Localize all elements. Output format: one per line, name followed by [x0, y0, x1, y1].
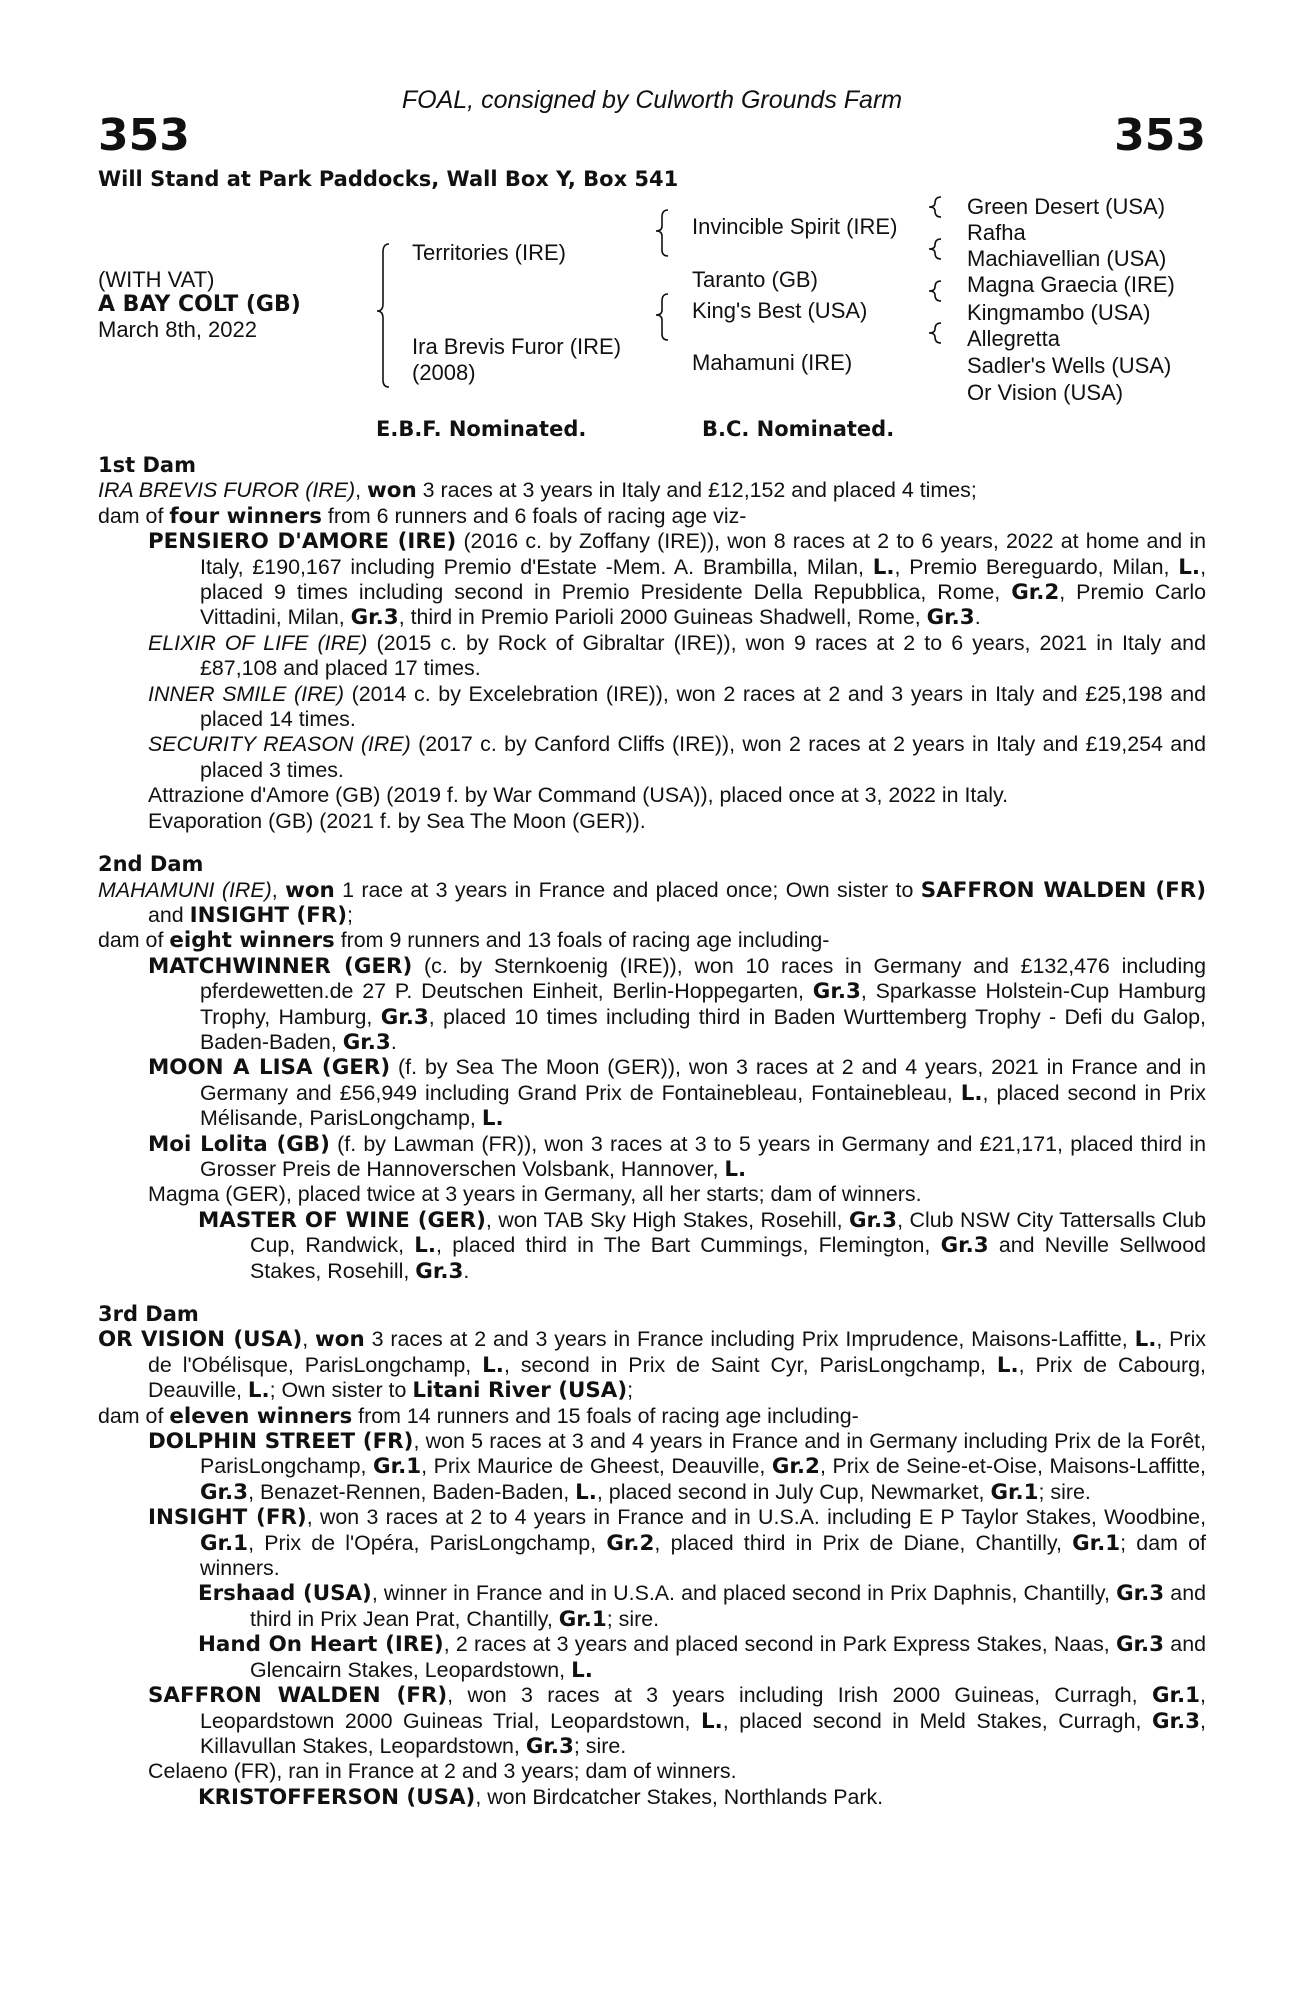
- dam-year: (2008): [412, 360, 476, 385]
- lot-number-right: 353: [1114, 110, 1206, 161]
- produce-master-of-wine: MASTER OF WINE (GER), won TAB Sky High Stakes, Rosehill, Gr.3, Club NSW City Tattersalls Club Cup, Randwick, L., placed third in The Bart Cummings, Flemington, Gr.3 and Neville Sellwood Stakes, Rosehill, Gr.3.: [198, 1207, 1206, 1284]
- vat-note: (WITH VAT): [98, 267, 215, 292]
- produce-elixir-of-life: ELIXIR OF LIFE (IRE) (2015 c. by Rock of Gibraltar (IRE)), won 9 races at 2 to 6 years, 2021 in Italy and £87,108 and placed 17 times.: [148, 630, 1206, 681]
- produce-celaeno: Celaeno (FR), ran in France at 2 and 3 years; dam of winners.: [148, 1759, 737, 1784]
- third-dam-intro: OR VISION (USA), won 3 races at 2 and 3 years in France including Prix Imprudence, Maisons-Laffitte, L., Prix de l'Obélisque, ParisLongchamp, L., second in Prix de Saint Cyr, ParisLongchamp, L., Prix de Cabourg, Deauville, L.; Own sister to Litani River (USA);: [98, 1327, 1207, 1404]
- produce-inner-smile: INNER SMILE (IRE) (2014 c. by Excelebration (IRE)), won 2 races at 2 and 3 years in Italy and £25,198 and placed 14 times.: [148, 681, 1206, 732]
- grandparent-6: Allegretta: [967, 326, 1060, 351]
- produce-ershaad: Ershaad (USA), winner in France and in U.S.A. and placed second in Prix Daphnis, Chantilly, Gr.3 and third in Prix Jean Prat, Chantilly, Gr.1; sire.: [198, 1581, 1206, 1632]
- horse-description: A BAY COLT (GB): [98, 292, 301, 317]
- produce-moon-a-lisa: MOON A LISA (GER) (f. by Sea The Moon (GER)), won 3 races at 2 and 4 years, 2021 in France and in Germany and £56,949 including Grand Prix de Fontainebleau, Fontainebleau, L., placed second in Prix Mélisande, ParisLongchamp, L.: [148, 1055, 1207, 1132]
- produce-hand-on-heart: Hand On Heart (IRE), 2 races at 3 years and placed second in Park Express Stakes, Naas, Gr.3 and Glencairn Stakes, Leopardstown, L.: [198, 1632, 1206, 1683]
- third-dam-produce-summary: dam of eleven winners from 14 runners and 15 foals of racing age including-: [98, 1403, 859, 1429]
- stand-location: Will Stand at Park Paddocks, Wall Box Y, Box 541: [98, 167, 679, 191]
- catalogue-body: [98, 453, 1206, 1810]
- produce-evaporation: Evaporation (GB) (2021 f. by Sea The Moon (GER)).: [148, 808, 646, 833]
- dam-dam: Mahamuni (IRE): [692, 350, 853, 375]
- grandparent-4: Magna Graecia (IRE): [967, 272, 1175, 297]
- second-dam-heading: 2nd Dam: [98, 852, 204, 877]
- first-dam-intro: IRA BREVIS FUROR (IRE), won 3 races at 3 years in Italy and £12,152 and placed 4 times;: [98, 478, 977, 504]
- produce-saffron-walden: SAFFRON WALDEN (FR), won 3 races at 3 years including Irish 2000 Guineas, Curragh, Gr.1, Leopardstown 2000 Guineas Trial, Leopardstown, L., placed second in Meld Stakes, Curragh, Gr.3, Killavullan Stakes, Leopardstown, Gr.3; sire.: [148, 1683, 1206, 1759]
- grandparent-3: Machiavellian (USA): [967, 246, 1167, 271]
- foaling-date: March 8th, 2022: [98, 317, 257, 342]
- grandparent-8: Or Vision (USA): [967, 380, 1124, 405]
- second-dam-produce-summary: dam of eight winners from 9 runners and 13 foals of racing age including-: [98, 928, 830, 954]
- first-dam-heading: 1st Dam: [98, 453, 196, 477]
- produce-moi-lolita: Moi Lolita (GB) (f. by Lawman (FR)), won 3 races at 3 to 5 years in Germany and £21,171, placed third in Grosser Preis de Hannoverschen Volsbank, Hannover, L.: [148, 1131, 1206, 1182]
- grandparent-7: Sadler's Wells (USA): [967, 353, 1172, 378]
- dam-name: Ira Brevis Furor (IRE): [412, 334, 622, 359]
- bc-nominated: B.C. Nominated.: [702, 417, 895, 441]
- ebf-nominated: E.B.F. Nominated.: [376, 417, 587, 441]
- consignor-line: FOAL, consigned by Culworth Grounds Farm: [401, 86, 903, 114]
- lot-number-row: [98, 110, 1206, 162]
- grandparent-2: Rafha: [967, 220, 1026, 245]
- sire-sire: Invincible Spirit (IRE): [692, 214, 898, 239]
- produce-security-reason: SECURITY REASON (IRE) (2017 c. by Canford Cliffs (IRE)), won 2 races at 2 years in Italy and £19,254 and placed 3 times.: [148, 732, 1206, 782]
- grandparent-5: Kingmambo (USA): [967, 300, 1151, 325]
- grandparent-1: Green Desert (USA): [967, 194, 1166, 219]
- sire-name: Territories (IRE): [412, 240, 567, 265]
- first-dam-produce-summary: dam of four winners from 6 runners and 6 foals of racing age viz-: [98, 503, 747, 529]
- catalogue-page: [98, 84, 1206, 1810]
- produce-magma: Magma (GER), placed twice at 3 years in Germany, all her starts; dam of winners.: [148, 1182, 922, 1207]
- dam-sire: King's Best (USA): [692, 298, 868, 323]
- lot-number-left: 353: [98, 110, 190, 161]
- sire-dam: Taranto (GB): [692, 267, 818, 292]
- produce-insight: INSIGHT (FR), won 3 races at 2 to 4 years in France and in U.S.A. including E P Taylor Stakes, Woodbine, Gr.1, Prix de l'Opéra, ParisLongchamp, Gr.2, placed third in Prix de Diane, Chantilly, Gr.1; dam of winners.: [148, 1505, 1207, 1581]
- produce-kristofferson: KRISTOFFERSON (USA), won Birdcatcher Stakes, Northlands Park.: [198, 1784, 884, 1810]
- produce-dolphin-street: DOLPHIN STREET (FR), won 5 races at 3 and 4 years in France and in Germany including Prix de la Forêt, ParisLongchamp, Gr.1, Prix Maurice de Gheest, Deauville, Gr.2, Prix de Seine-et-Oise, Maisons-Laffitte, Gr.3, Benazet-Rennen, Baden-Baden, L., placed second in July Cup, Newmarket, Gr.1; sire.: [148, 1429, 1207, 1505]
- produce-pensiero-damore: PENSIERO D'AMORE (IRE) (2016 c. by Zoffany (IRE)), won 8 races at 2 to 6 years, 2022 at home and in Italy, £190,167 including Premio d'Estate -Mem. A. Brambilla, Milan, L., Premio Bereguardo, Milan, L., placed 9 times including second in Premio Presidente Della Repubblica, Rome, Gr.2, Premio Carlo Vittadini, Milan, Gr.3, third in Premio Parioli 2000 Guineas Shadwell, Rome, Gr.3.: [148, 529, 1207, 631]
- produce-matchwinner: MATCHWINNER (GER) (c. by Sternkoenig (IRE)), won 10 races in Germany and £132,476 including pferdewetten.de 27 P. Deutschen Einheit, Berlin-Hoppegarten, Gr.3, Sparkasse Holstein-Cup Hamburg Trophy, Hamburg, Gr.3, placed 10 times including third in Baden Wurttemberg Trophy - Defi du Galop, Baden-Baden, Gr.3.: [148, 953, 1207, 1055]
- pedigree-table: [98, 194, 1206, 449]
- second-dam-intro: MAHAMUNI (IRE), won 1 race at 3 years in France and placed once; Own sister to SAFFRON WALDEN (FR) and INSIGHT (FR);: [98, 877, 1206, 928]
- produce-attrazione-damore: Attrazione d'Amore (GB) (2019 f. by War Command (USA)), placed once at 3, 2022 in Italy.: [148, 783, 1009, 808]
- third-dam-heading: 3rd Dam: [98, 1302, 199, 1326]
